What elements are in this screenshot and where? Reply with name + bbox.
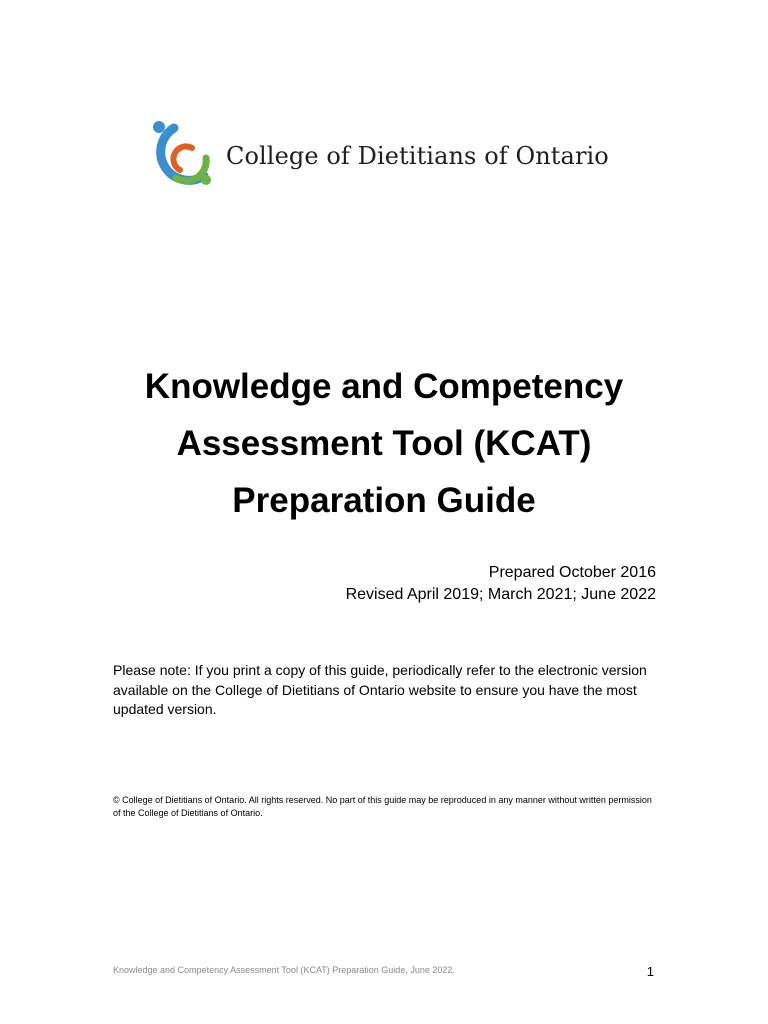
- prepared-date: Prepared October 2016: [488, 564, 656, 581]
- title-line-2: Assessment Tool (KCAT): [176, 424, 592, 463]
- print-note: Please note: If you print a copy of this guide, periodically refer to the electronic version available on the College of Dietitians of Ontario website to ensure you have the most updated version.: [113, 662, 647, 717]
- document-title: [84, 358, 684, 529]
- preparation-dates: [346, 562, 656, 606]
- college-logo-icon: [146, 118, 216, 194]
- title-line-3: Preparation Guide: [232, 481, 536, 520]
- college-logo: [146, 118, 609, 194]
- footer-text: Knowledge and Competency Assessment Tool (KCAT) Preparation Guide, June 2022.: [113, 965, 455, 975]
- revised-dates: Revised April 2019; March 2021; June 2022: [345, 586, 656, 603]
- page-number: 1: [646, 964, 654, 979]
- college-logo-text: College of Dietitians of Ontario: [226, 142, 609, 170]
- title-line-1: Knowledge and Competency: [144, 367, 624, 406]
- copyright-notice: © College of Dietitians of Ontario. All rights reserved. No part of this guide may be reproduced in any manner without written permission of the College of Dietitians of Ontario.: [113, 795, 652, 818]
